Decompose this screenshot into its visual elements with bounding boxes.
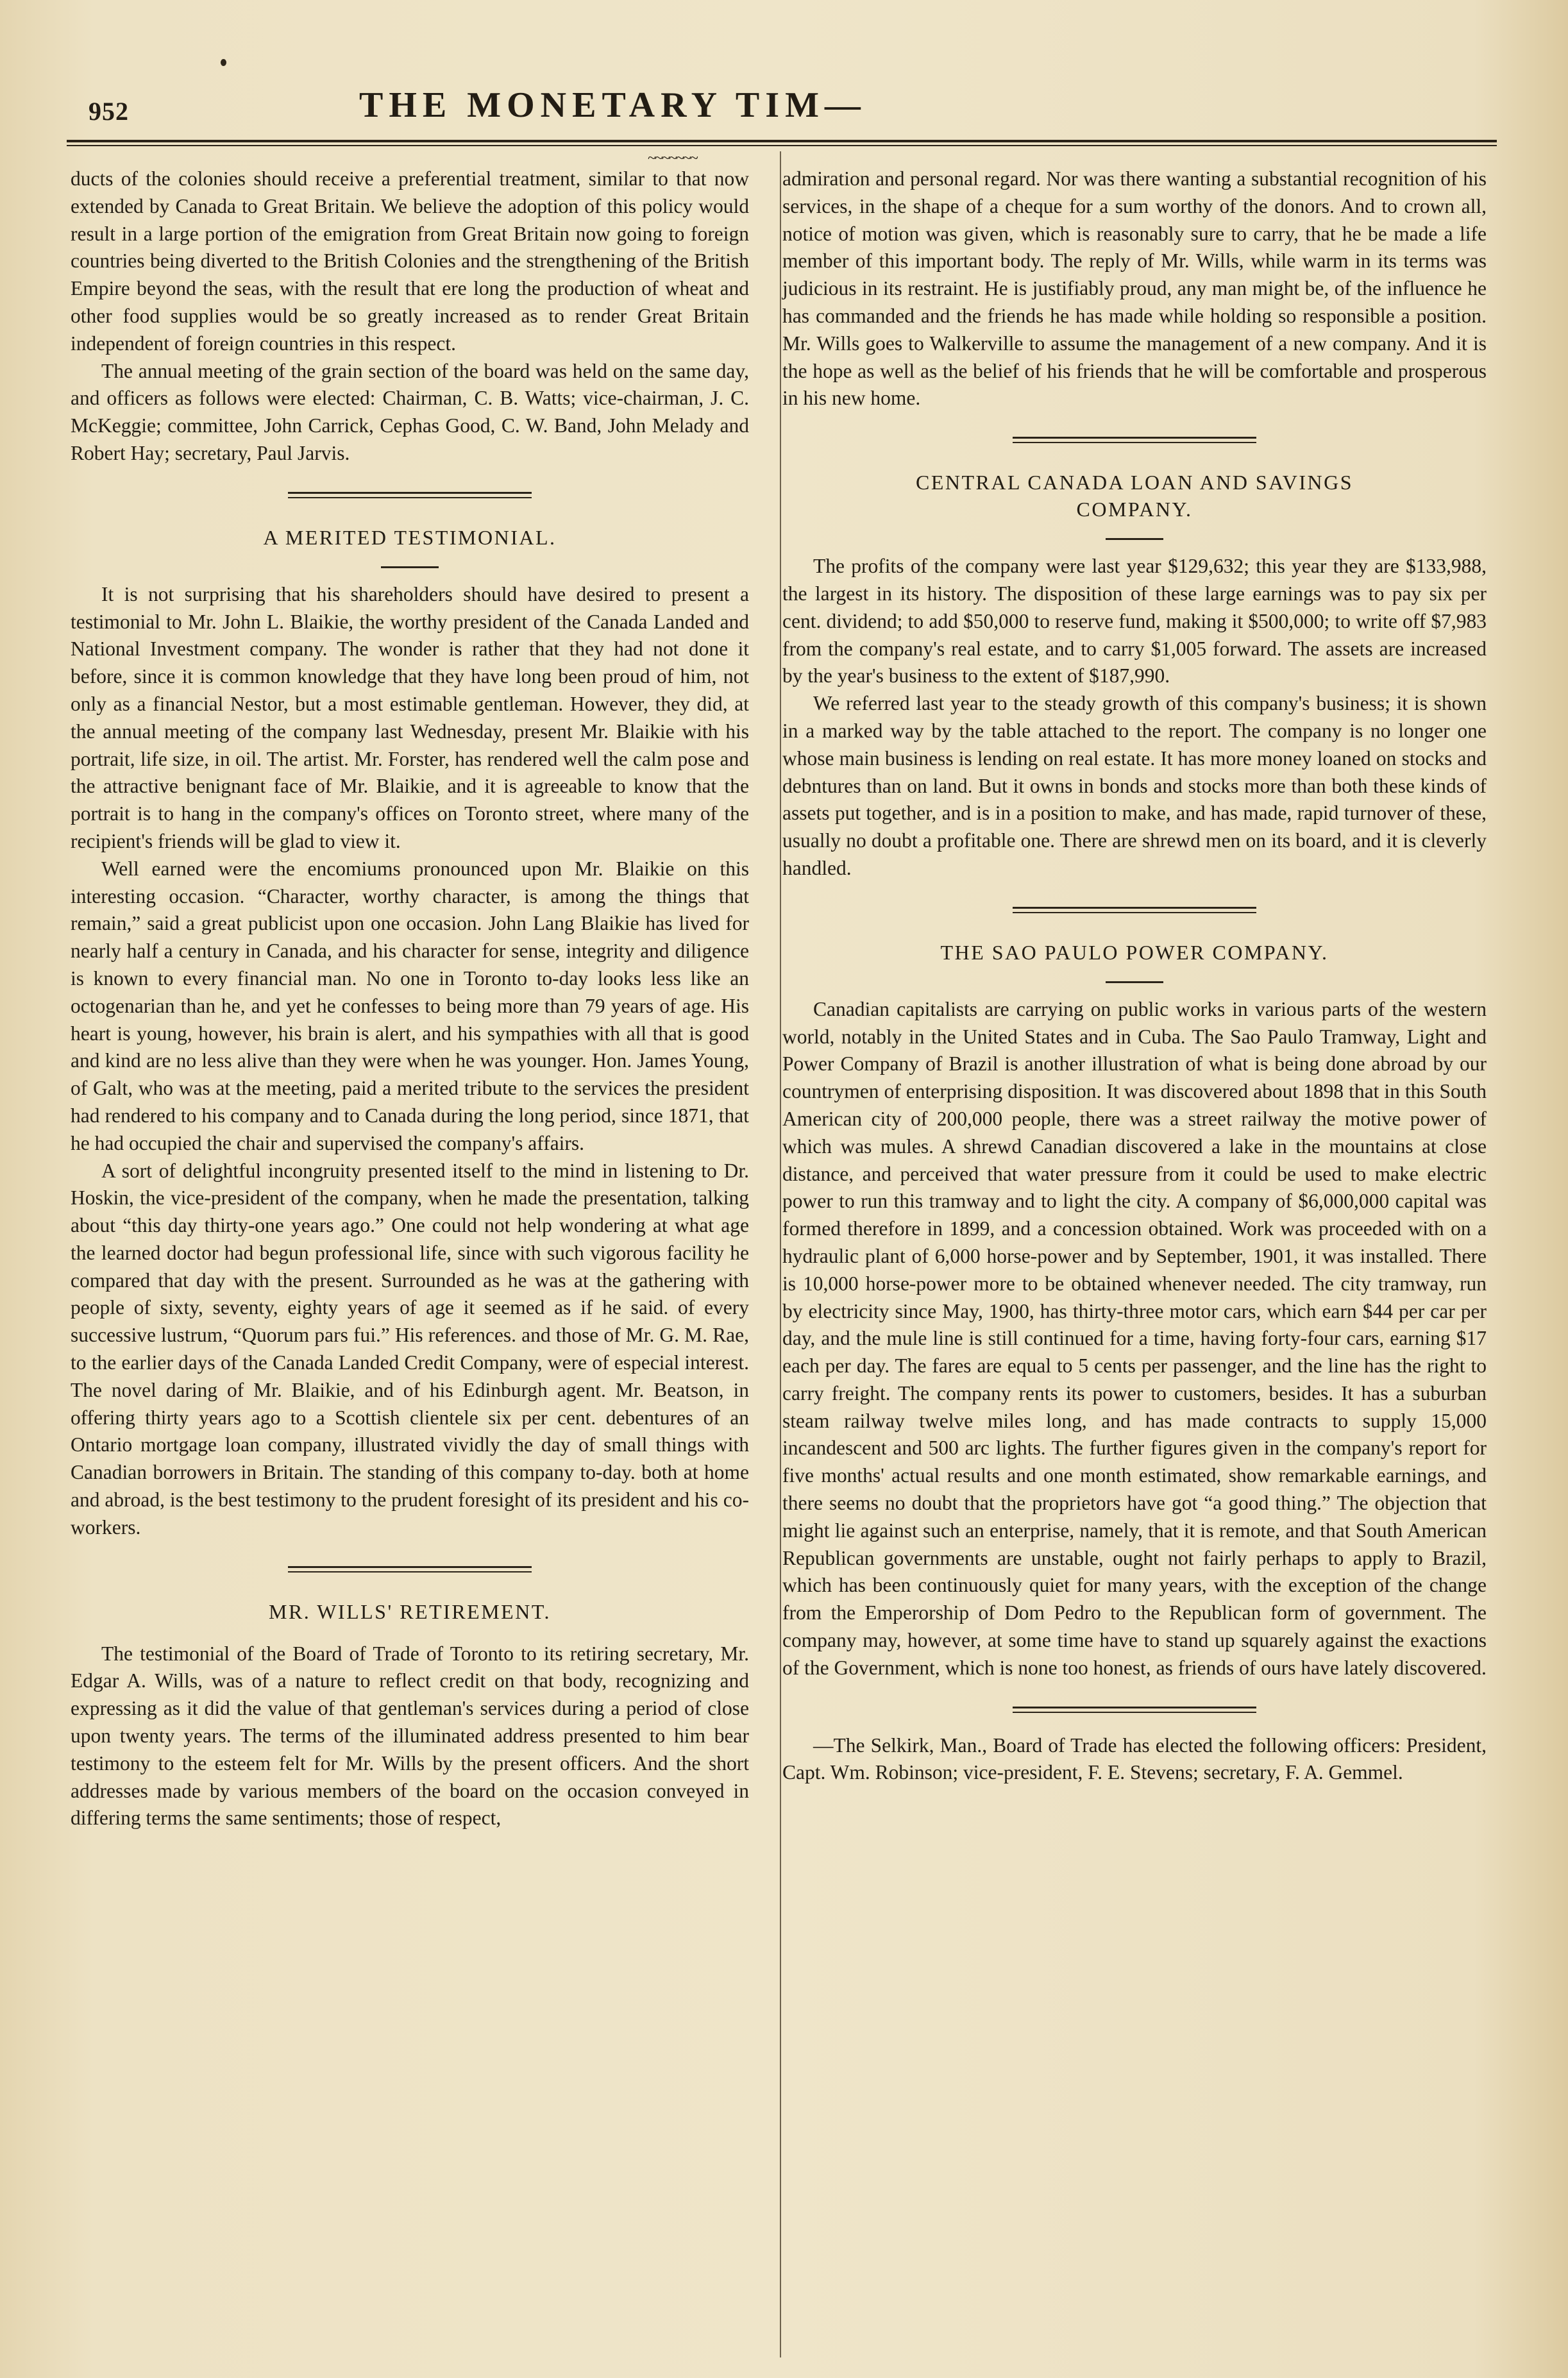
intro-paragraph-1: ducts of the colonies should receive a preferential treatment, similar to that now extended by Canada to Great Britain. We believe the adoption of this policy would result in a large portion of the emigration from Great Britain now going to foreign countries being diverted to the British Colonies and the strengthening of the British Empire beyond the seas, with the result that ere long the production of wheat and other food supplies would be so greatly increased as to render Great Britain independent of foreign countries in this respect. — [71, 167, 749, 355]
heading-central-canada-line2: COMPANY. — [1076, 498, 1193, 521]
left-column — [71, 165, 749, 1832]
right-column — [782, 165, 1487, 1787]
section-divider — [288, 492, 532, 498]
ornament-flourish: ~~~~~~~ — [648, 150, 697, 167]
section-divider — [1013, 1707, 1256, 1713]
heading-central-canada-line1: CENTRAL CANADA LOAN AND SAVINGS — [916, 471, 1353, 494]
central-canada-paragraph-2: We referred last year to the steady growth of this company's business; it is shown in a marked way by the table attached to the report. The company is no longer one whose main business is lending on real estate. It has more money loaned on stocks and debntures than on land. But it owns in bonds and stocks more than both these kinds of assets put together, and is in a position to make, and has made, rapid turnover of these, usually no doubt a profitable one. There are shrewd men on its board, and it is cleverly handled. — [782, 692, 1487, 879]
heading-rule — [1106, 981, 1163, 983]
heading-sao-paulo: THE SAO PAULO POWER COMPANY. — [940, 940, 1329, 964]
section-divider — [288, 1566, 532, 1573]
retirement-paragraph-1: The testimonial of the Board of Trade of Toronto to its retiring secretary, Mr. Edgar A. Wills, was of a nature to reflect credit on that body, recognizing and expressing as it did the value of that gentleman's services during a period of close upon twenty years. The terms of the illuminated address presented to him bear testimony to the esteem felt for Mr. Wills by the present officers. And the short addresses made by various members of the board on the occasion conveyed in differing terms the same sentiments; those of respect, — [71, 1642, 749, 1830]
intro-paragraph-2: The annual meeting of the grain section of the board was held on the same day, and officers as follows were elected: Chairman, C. B. Watts; vice-chairman, J. C. McKeggie; committee, John Carrick, Cephas Good, C. W. Band, John Melady and Robert Hay; secretary, Paul Jarvis. — [71, 359, 749, 464]
testimonial-paragraph-3: A sort of delightful incongruity presented itself to the mind in listening to Dr. Hoskin, the vice-president of the company, when he made the presentation, talking about “this day thirty-one years ago.” One could not help wondering at what age the learned doctor had begun professional life, since with such vigorous facility he compared that day with the present. Surrounded as he was at the gathering with people of sixty, seventy, eighty years of age it seemed as if he said. of every successive lustrum, “Quorum pars fui.” His references. and those of Mr. G. M. Rae, to the earlier days of the Canada Landed Credit Company, were of especial interest. The novel daring of Mr. Blaikie, and of his Edinburgh agent. Mr. Beatson, in offering thirty years ago to a Scottish clientele six per cent. debentures of an Ontario mortgage loan company, illustrated vividly the day of small things with Canadian borrowers in Britain. The standing of this company to-day. both at home and abroad, is the best testimony to the prudent foresight of its president and his co-workers. — [71, 1159, 749, 1539]
heading-central-canada — [782, 469, 1487, 523]
testimonial-paragraph-1: It is not surprising that his shareholders should have desired to present a testimonial to Mr. John L. Blaikie, the worthy president of the Canada Landed and National Investment company. The wonder is rather that they had not done it before, since it is common knowledge that they have long been proud of him, not only as a financial Nestor, but a most estimable gentleman. However, they did, at the annual meeting of the company last Wednesday, present Mr. Blaikie with his portrait, life size, in oil. The artist. Mr. Forster, has rendered well the calm pose and the attractive benignant face of Mr. Blaikie, and it is agreeable to know that the portrait is to hang in the company's offices on Toronto street, where many of the recipient's friends will be glad to view it. — [71, 582, 749, 852]
heading-rule — [381, 566, 439, 568]
column-separator — [780, 151, 781, 2357]
central-canada-paragraph-1: The profits of the company were last year $129,632; this year they are $133,988, the largest in its history. The disposition of these large earnings was to pay six per cent. dividend; to add $50,000 to reserve fund, making it $500,000; to write off $7,983 from the company's real estate, and to carry $1,005 forward. The assets are increased by the year's business to the extent of $187,990. — [782, 555, 1487, 687]
page-number: 952 — [89, 97, 129, 126]
retirement-continuation: admiration and personal regard. Nor was there wanting a substantial recognition of his services, in the shape of a cheque for a sum worthy of the donors. And to crown all, notice of motion was given, which is reasonably sure to carry, that he be made a life member of this important body. The reply of Mr. Wills, while warm in its terms was judicious in its restraint. He is justifiably proud, any man might be, of the influence he has commanded and the friends he has made while holding so responsible a position. Mr. Wills goes to Walkerville to assume the management of a new company. And it is the hope as well as the belief of his friends that he will be comfortable and prosperous in his new home. — [782, 167, 1487, 410]
header-rule-thin — [67, 145, 1497, 146]
section-divider — [1013, 437, 1256, 443]
selkirk-note: —The Selkirk, Man., Board of Trade has elected the following officers: President, Capt. Wm. Robinson; vice-president, F. E. Stevens; secretary, F. A. Gemmel. — [782, 1733, 1487, 1784]
testimonial-paragraph-2: Well earned were the encomiums pronounced upon Mr. Blaikie on this interesting occasion. “Character, worthy character, is among the things that remain,” said a great publicist upon one occasion. John Lang Blaikie has lived for nearly half a century in Canada, and his character for sense, integrity and diligence is known to every financial man. No one in Toronto to-day looks less like an octogenarian than he, and yet he confesses to being more than 79 years of age. His heart is young, however, his brain is alert, and his sympathies with all that is good and kind are no less alive than they were when he was younger. Hon. James Young, of Galt, who was at the meeting, paid a merited tribute to the services the president had rendered to his company and to Canada during the long period, since 1871, that he had occupied the chair and supervised the company's affairs. — [71, 857, 749, 1154]
section-divider — [1013, 907, 1256, 913]
heading-merited-testimonial: A MERITED TESTIMONIAL. — [263, 525, 557, 549]
masthead-title: THE MONETARY TIM— — [359, 85, 866, 125]
header-rule — [67, 140, 1497, 142]
heading-wills-retirement: MR. WILLS' RETIREMENT. — [269, 1599, 551, 1623]
sao-paulo-paragraph-1: Canadian capitalists are carrying on public works in various parts of the western world, notably in the United States and in Cuba. The Sao Paulo Tramway, Light and Power Company of Brazil is another illustration of what is being done abroad by our countrymen of enterprising disposition. It was discovered about 1898 that in this South American city of 200,000 people, there was a street railway the motive power of which was mules. A shrewd Canadian discovered a lake in the mountains at close distance, and perceived that water pressure from it could be used to make electric power to run this tramway and to light the city. A company of $6,000,000 capital was formed therefore in 1899, and a concession obtained. Work was proceeded with on a hydraulic plant of 6,000 horse-power and by September, 1901, it was installed. There is 10,000 horse-power more to be obtained whenever needed. The city tramway, run by electricity since May, 1900, has thirty-three motor cars, which earn $44 per car per day, and the mule line is still continued for a time, having forty-four cars, earning $17 each per day. The fares are equal to 5 cents per passenger, and the line has the right to carry freight. The company rents its power to customers, besides. It has a suburban steam railway twelve miles long, and has made contracts to supply 15,000 incandescent and 500 arc lights. The further figures given in the company's report for five months' actual results and one month estimated, show remarkable earnings, and there seems no doubt that the proprietors have got “a good thing.” The objection that might lie against such an enterprise, namely, that it is remote, and that South American Republican governments are unstable, ought not fairly perhaps to apply to Brazil, which has been continuously quiet for many years, with the exception of the change from the Emperorship of Dom Pedro to the Republican form of government. The company may, however, at some time have to stand up squarely against the exactions of the Government, which is none too honest, as friends of ours have lately discovered. — [782, 997, 1487, 1679]
heading-rule — [1106, 538, 1163, 540]
ink-dot — [221, 59, 226, 66]
